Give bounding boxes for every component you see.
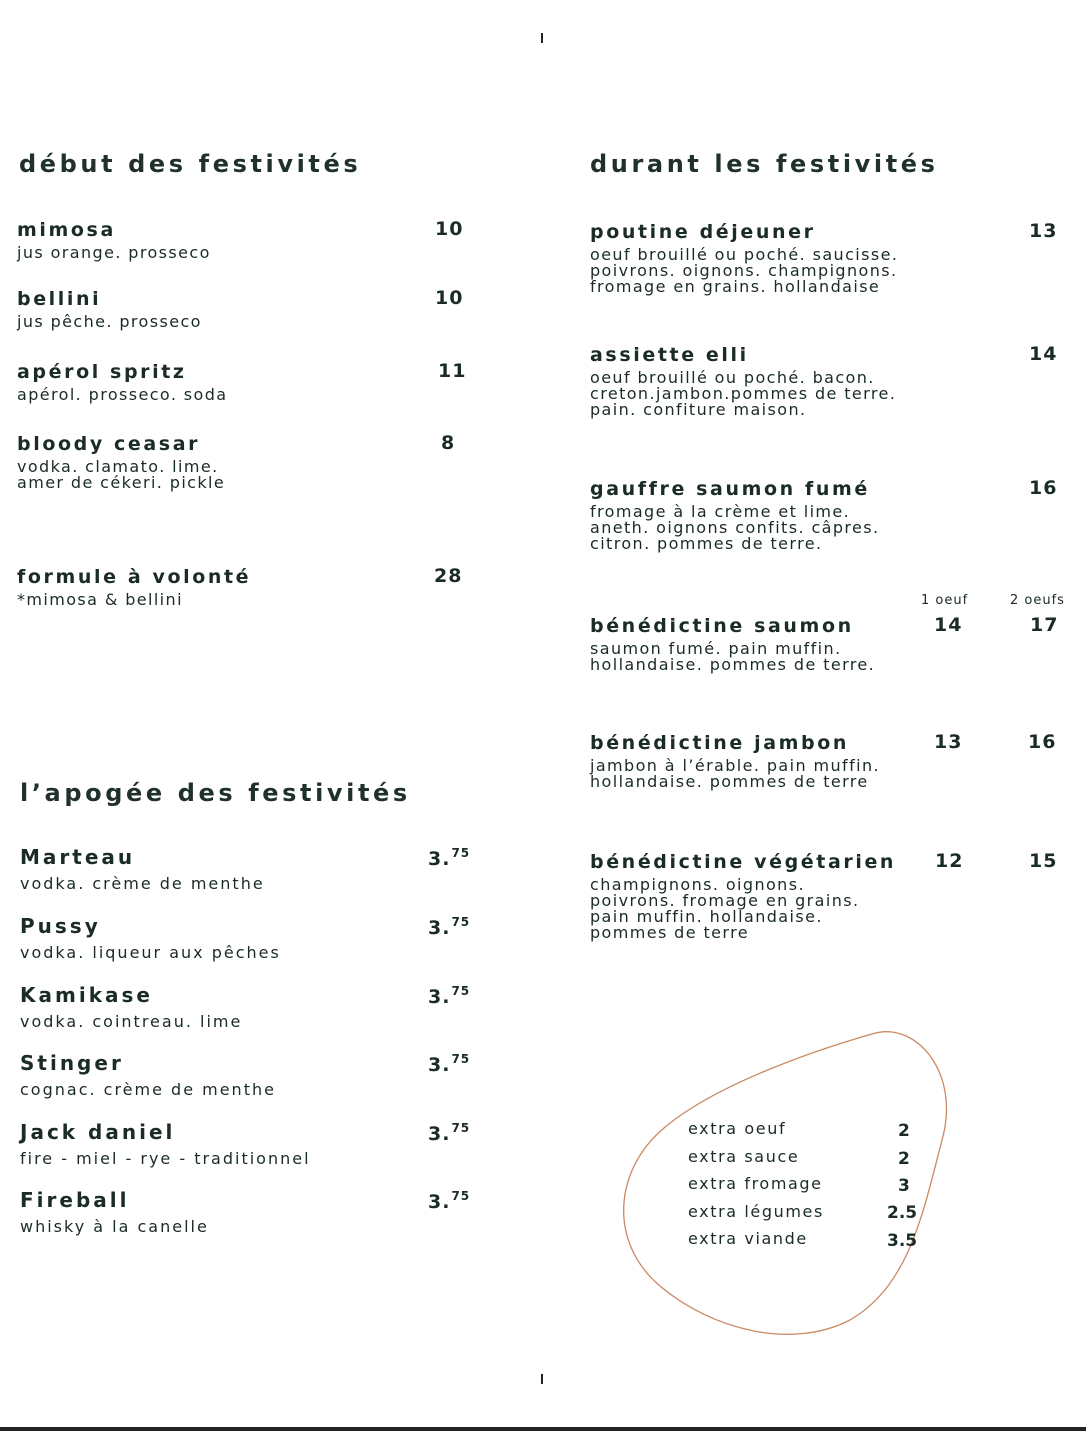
item-price: 8 bbox=[441, 432, 456, 454]
item-description: vodka. crème de menthe bbox=[20, 874, 265, 893]
extra-sauce-price: 2 bbox=[898, 1149, 910, 1169]
item-price bbox=[428, 846, 470, 870]
menu-item-pussy bbox=[20, 914, 281, 961]
column-header-one-egg: 1 oeuf bbox=[921, 593, 969, 608]
item-description: apérol. prosseco. soda bbox=[17, 385, 228, 404]
price-two-eggs: 16 bbox=[1028, 731, 1057, 753]
extra-oeuf-price: 2 bbox=[898, 1121, 910, 1141]
price-main: 3. bbox=[428, 986, 451, 1008]
price-one-egg: 13 bbox=[934, 731, 963, 753]
item-name: mimosa bbox=[17, 219, 116, 241]
item-description: vodka. clamato. lime. amer de cékeri. pickle bbox=[17, 457, 226, 492]
menu-item-kamikase bbox=[20, 983, 242, 1030]
item-price bbox=[428, 1189, 470, 1213]
extra-oeuf-label: extra oeuf bbox=[688, 1119, 787, 1138]
item-price: 10 bbox=[435, 218, 464, 240]
item-description: vodka. liqueur aux pêches bbox=[20, 943, 281, 962]
item-description: jus orange. prosseco bbox=[17, 243, 211, 262]
menu-item-benedictine-saumon bbox=[590, 614, 875, 673]
price-cents: 75 bbox=[451, 1052, 471, 1066]
price-main: 3. bbox=[428, 848, 451, 870]
item-price: 28 bbox=[434, 565, 463, 587]
menu-item-marteau bbox=[20, 845, 265, 892]
top-tick-mark bbox=[541, 33, 543, 43]
item-price: 16 bbox=[1029, 477, 1058, 499]
price-cents: 75 bbox=[451, 846, 471, 860]
menu-item-benedictine-vegetarien bbox=[590, 850, 896, 941]
extra-sauce-label: extra sauce bbox=[688, 1147, 800, 1166]
section-title-apogee: l’apogée des festivités bbox=[20, 779, 411, 807]
item-name: Kamikase bbox=[20, 983, 153, 1007]
price-cents: 75 bbox=[451, 1121, 471, 1135]
item-name: assiette elli bbox=[590, 344, 749, 366]
item-name: apérol spritz bbox=[17, 361, 187, 383]
item-description: fromage à la crème et lime. aneth. oignons confits. câpres. citron. pommes de terre. bbox=[590, 502, 880, 553]
price-two-eggs: 15 bbox=[1029, 850, 1058, 872]
menu-item-stinger bbox=[20, 1051, 276, 1098]
item-price: 11 bbox=[438, 360, 467, 382]
extra-fromage-price: 3 bbox=[898, 1176, 910, 1196]
item-price: 13 bbox=[1029, 220, 1058, 242]
section-title-durant: durant les festivités bbox=[590, 150, 939, 178]
item-name: bénédictine jambon bbox=[590, 732, 850, 754]
item-name: Fireball bbox=[20, 1188, 130, 1212]
menu-item-formule-a-volonte bbox=[17, 565, 251, 608]
item-description: whisky à la canelle bbox=[20, 1217, 209, 1236]
price-one-egg: 12 bbox=[935, 850, 964, 872]
extra-legumes-price: 2.5 bbox=[887, 1203, 918, 1223]
menu-item-gauffre-saumon-fume bbox=[590, 477, 880, 552]
item-name: bellini bbox=[17, 288, 102, 310]
item-description: saumon fumé. pain muffin. hollandaise. pommes de terre. bbox=[590, 639, 876, 674]
column-header-two-eggs: 2 oeufs bbox=[1010, 593, 1065, 608]
price-main: 3. bbox=[428, 917, 451, 939]
item-description: champignons. oignons. poivrons. fromage en grains. pain muffin. hollandaise. pommes de terre bbox=[590, 875, 860, 942]
menu-item-assiette-elli bbox=[590, 343, 896, 418]
bottom-border bbox=[0, 1427, 1086, 1431]
item-price bbox=[428, 1121, 470, 1145]
item-price bbox=[428, 984, 470, 1008]
item-name: bloody ceasar bbox=[17, 433, 201, 455]
menu-item-bloody-ceasar bbox=[17, 432, 225, 491]
bottom-tick-mark bbox=[541, 1374, 543, 1384]
section-title-debut: début des festivités bbox=[19, 150, 362, 178]
item-description: oeuf brouillé ou poché. bacon. creton.jambon.pommes de terre. pain. confiture maison. bbox=[590, 368, 897, 419]
extra-legumes-label: extra légumes bbox=[688, 1202, 824, 1221]
item-name: bénédictine végétarien bbox=[590, 851, 897, 873]
menu-item-poutine-dejeuner bbox=[590, 220, 898, 295]
item-price bbox=[428, 915, 470, 939]
item-price: 14 bbox=[1029, 343, 1058, 365]
menu-item-benedictine-jambon bbox=[590, 731, 880, 790]
extra-fromage-label: extra fromage bbox=[688, 1174, 823, 1193]
menu-item-bellini bbox=[17, 287, 202, 330]
item-name: Pussy bbox=[20, 914, 101, 938]
item-description: fire - miel - rye - traditionnel bbox=[20, 1149, 311, 1168]
extra-viande-price: 3.5 bbox=[887, 1231, 918, 1251]
item-description: oeuf brouillé ou poché. saucisse. poivrons. oignons. champignons. fromage en grains. hollandaise bbox=[590, 245, 899, 296]
item-name: formule à volonté bbox=[17, 566, 252, 588]
menu-item-aperol-spritz bbox=[17, 360, 228, 403]
item-description: cognac. crème de menthe bbox=[20, 1080, 276, 1099]
item-description: vodka. cointreau. lime bbox=[20, 1012, 243, 1031]
price-one-egg: 14 bbox=[934, 614, 963, 636]
menu-item-jack-daniel bbox=[20, 1120, 311, 1167]
price-two-eggs: 17 bbox=[1030, 614, 1059, 636]
item-name: Stinger bbox=[20, 1051, 124, 1075]
price-cents: 75 bbox=[451, 915, 471, 929]
item-name: Jack daniel bbox=[20, 1120, 176, 1144]
extra-viande-label: extra viande bbox=[688, 1229, 808, 1248]
menu-item-fireball bbox=[20, 1188, 209, 1235]
price-main: 3. bbox=[428, 1191, 451, 1213]
item-price bbox=[428, 1052, 470, 1076]
item-name: Marteau bbox=[20, 845, 136, 869]
item-name: poutine déjeuner bbox=[590, 221, 816, 243]
item-name: bénédictine saumon bbox=[590, 615, 854, 637]
price-cents: 75 bbox=[451, 1189, 471, 1203]
item-name: gauffre saumon fumé bbox=[590, 478, 870, 500]
item-description: *mimosa & bellini bbox=[17, 590, 183, 609]
menu-item-mimosa bbox=[17, 218, 211, 261]
price-main: 3. bbox=[428, 1123, 451, 1145]
price-main: 3. bbox=[428, 1054, 451, 1076]
item-price: 10 bbox=[435, 287, 464, 309]
item-description: jambon à l’érable. pain muffin. hollandaise. pommes de terre bbox=[590, 756, 880, 791]
price-cents: 75 bbox=[451, 984, 471, 998]
item-description: jus pêche. prosseco bbox=[17, 312, 202, 331]
